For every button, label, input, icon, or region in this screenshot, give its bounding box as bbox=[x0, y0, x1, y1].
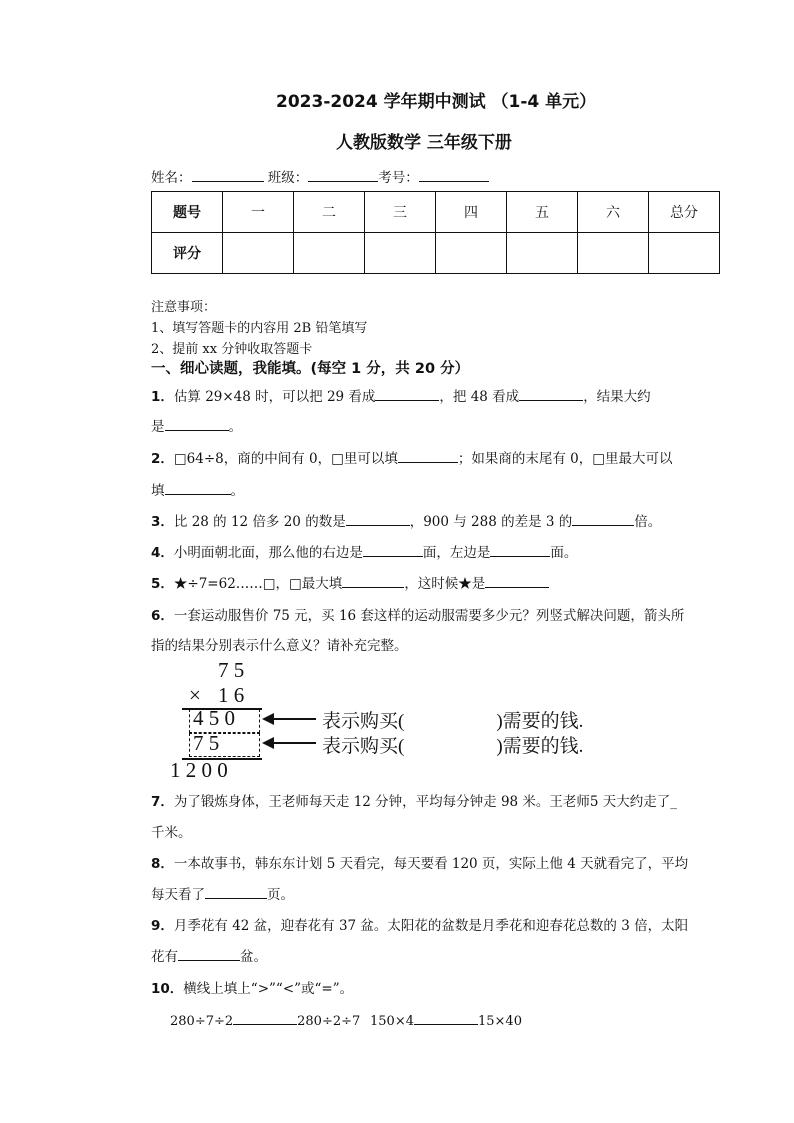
table-cell: 二 bbox=[294, 192, 365, 233]
question-9-cont: 花有 盆。 bbox=[151, 945, 267, 965]
score-cell[interactable] bbox=[649, 233, 720, 274]
class-label: 班级： bbox=[267, 170, 309, 186]
question-6: 6．一套运动服售价 75 元，买 16 套这样的运动服需要多少元？列竖式解决问题，箭头所 bbox=[151, 608, 685, 624]
table-cell: 总分 bbox=[649, 192, 720, 233]
question-10: 10．横线上填上“>”“<”或“=”。 bbox=[151, 981, 354, 997]
table-cell: 六 bbox=[578, 192, 649, 233]
table-cell: 四 bbox=[436, 192, 507, 233]
notes-heading: 注意事项： bbox=[151, 300, 217, 315]
answer-blank[interactable] bbox=[363, 542, 423, 557]
arrow-label-1: 表示购买( )需要的钱. bbox=[322, 711, 584, 732]
arrow-shaft bbox=[272, 742, 316, 744]
question-3: 3．比 28 的 12 倍多 20 的数是 ，900 与 288 的差是 3 的 倍。 bbox=[151, 510, 661, 530]
score-cell[interactable] bbox=[436, 233, 507, 274]
table-row bbox=[152, 233, 720, 274]
table-cell: 五 bbox=[507, 192, 578, 233]
question-7-cont: 千米。 bbox=[151, 825, 192, 841]
answer-blank[interactable] bbox=[572, 511, 634, 526]
arrow-label-2: 表示购买( )需要的钱. bbox=[322, 736, 584, 757]
score-cell[interactable] bbox=[365, 233, 436, 274]
notes-item-1: 1、填写答题卡的内容用 2B 铅笔填写 bbox=[151, 321, 368, 336]
question-7: 7．为了锻炼身体，王老师每天走 12 分钟，平均每分钟走 98 米。王老师5 天大约走了_ bbox=[151, 794, 678, 810]
question-10-compare-2: 150×4 15×40 bbox=[370, 1010, 522, 1029]
student-info-line bbox=[151, 166, 489, 186]
question-2-cont: 填 。 bbox=[151, 479, 244, 499]
table-cell: 三 bbox=[365, 192, 436, 233]
score-cell[interactable] bbox=[507, 233, 578, 274]
name-field[interactable] bbox=[192, 167, 264, 182]
times-sign: × bbox=[189, 683, 201, 707]
exam-no-field[interactable] bbox=[419, 167, 489, 182]
answer-blank[interactable] bbox=[519, 386, 583, 401]
multiplier: 1 6 bbox=[218, 683, 245, 707]
partial-product-1: 4 5 0 bbox=[193, 706, 235, 730]
question-5: 5．★÷7=62……□，□最大填 ，这时候★是 bbox=[151, 572, 549, 592]
partial-product-2: 7 5 bbox=[193, 731, 220, 755]
table-cell: 题号 bbox=[152, 192, 223, 233]
name-label: 姓名： bbox=[151, 170, 192, 186]
multiplicand: 7 5 bbox=[218, 658, 245, 682]
score-cell[interactable] bbox=[223, 233, 294, 274]
notes-item-2: 2、提前 xx 分钟收取答题卡 bbox=[151, 342, 313, 357]
exam-subtitle: 人教版数学 三年级下册 bbox=[336, 133, 512, 153]
question-8-cont: 每天看了 页。 bbox=[151, 883, 294, 903]
arrow-shaft bbox=[272, 718, 316, 720]
answer-blank[interactable] bbox=[375, 386, 439, 401]
answer-blank[interactable] bbox=[178, 946, 240, 961]
question-10-compare-1: 280÷7÷2 280÷2÷7 bbox=[170, 1010, 360, 1029]
exam-no-label: 考号： bbox=[378, 170, 419, 186]
answer-blank[interactable] bbox=[414, 1010, 478, 1025]
score-cell[interactable] bbox=[294, 233, 365, 274]
answer-blank[interactable] bbox=[342, 573, 404, 588]
question-9: 9．月季花有 42 盆，迎春花有 37 盆。太阳花的盆数是月季花和迎春花总数的 3 倍，太阳 bbox=[151, 918, 689, 934]
answer-blank[interactable] bbox=[165, 416, 229, 431]
score-table bbox=[151, 191, 720, 274]
product: 1 2 0 0 bbox=[170, 758, 228, 782]
section-1-heading: 一、细心读题，我能填。(每空 1 分，共 20 分） bbox=[151, 361, 470, 377]
question-4: 4．小明面朝北面，那么他的右边是 面，左边是 面。 bbox=[151, 541, 577, 561]
question-1-cont: 是 。 bbox=[151, 415, 242, 435]
question-8: 8．一本故事书，韩东东计划 5 天看完，每天要看 120 页，实际上他 4 天就看完了，平均 bbox=[151, 856, 689, 872]
answer-blank[interactable] bbox=[165, 480, 231, 495]
exam-title: 2023-2024 学年期中测试 （1-4 单元） bbox=[276, 92, 597, 112]
answer-blank[interactable] bbox=[233, 1010, 297, 1025]
answer-blank[interactable] bbox=[490, 542, 550, 557]
answer-blank[interactable] bbox=[205, 884, 267, 899]
class-field[interactable] bbox=[308, 167, 378, 182]
table-row bbox=[152, 192, 720, 233]
answer-blank[interactable] bbox=[485, 573, 549, 588]
answer-blank[interactable] bbox=[398, 448, 458, 463]
question-1: 1．估算 29×48 时，可以把 29 看成 ，把 48 看成 ，结果大约 bbox=[151, 385, 651, 405]
answer-blank[interactable] bbox=[346, 511, 410, 526]
table-cell: 一 bbox=[223, 192, 294, 233]
question-6-cont: 指的结果分别表示什么意义？请补充完整。 bbox=[151, 638, 408, 654]
question-2: 2．□64÷8，商的中间有 0，□里可以填 ；如果商的末尾有 0，□里最大可以 bbox=[151, 447, 673, 467]
score-cell[interactable] bbox=[578, 233, 649, 274]
table-cell: 评分 bbox=[152, 233, 223, 274]
